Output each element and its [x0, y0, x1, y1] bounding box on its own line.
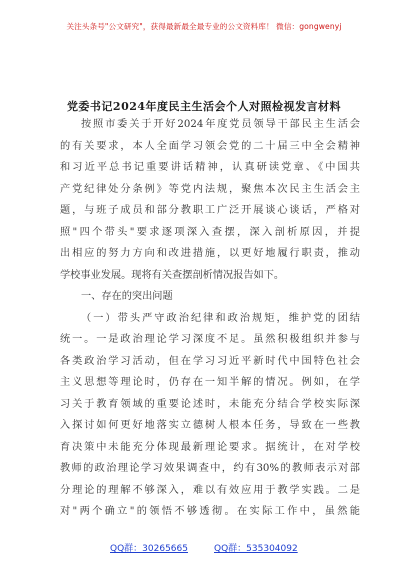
body-line: 分理论的理解不够深入，难以有效应用于教学实践。二是 — [60, 484, 360, 496]
body-line: 习关于教育领域的重要论述时，未能充分结合学校实际深 — [60, 398, 360, 410]
body-line: 主义思想等理论时，仍存在一知半解的情况。例如，在学 — [60, 377, 360, 388]
qq-group-link-2[interactable]: QQ群：535304092 — [214, 544, 298, 554]
body-line: 题，与班子成员和部分教职工广泛开展谈心谈话，严格对 — [60, 205, 360, 216]
body-line: 统一。一是政治理论学习深度不足。虽然积极组织并参与 — [60, 334, 360, 345]
body-line: 对"两个确立"的领悟不够透彻。在实际工作中，虽然能 — [60, 506, 360, 517]
body-line: 入探讨如何更好地落实立德树人根本任务，导致在一些教 — [60, 420, 360, 431]
document-body — [60, 114, 360, 523]
section-heading: 一、存在的突出问题 — [81, 291, 173, 302]
body-line: 教师的政治理论学习效果调查中，约有30%的教师表示对部 — [60, 463, 360, 474]
body-line: 育决策中未能充分体现最新理论要求。据统计，在对学校 — [60, 441, 360, 453]
body-line: 学校事业发展。现将有关查摆剖析情况报告如下。 — [60, 269, 285, 281]
body-line: 的有关要求，本人全面学习领会党的二十届三中全会精神 — [60, 140, 360, 152]
body-line: 产党纪律处分条例》等党内法规，聚焦本次民主生活会主 — [60, 183, 360, 195]
document-title: 党委书记2024年度民主生活会个人对照检视发言材料 — [66, 100, 342, 113]
subsection-heading: （一）带头严守政治纪律和政治规矩，维护党的团结 — [81, 312, 360, 324]
body-line: 照"四个带头"要求逐项深入查摆，深入剖析原因，并提 — [60, 226, 360, 238]
promo-banner[interactable]: 关注头条号"公文研究"，获得最新最全最专业的公文资料库！ 微信：gongwenyj — [66, 22, 342, 31]
body-line: 按照市委关于开好2024年度党员领导干部民主生活会 — [81, 119, 360, 130]
qq-group-link-1[interactable]: QQ群：30265665 — [110, 544, 188, 554]
body-line: 和习近平总书记重要讲话精神，认真研读党章、《中国共 — [60, 162, 360, 173]
body-line: 出相应的努力方向和改进措施，以更好地履行职责，推动 — [60, 248, 360, 259]
body-line: 各类政治学习活动，但在学习习近平新时代中国特色社会 — [60, 355, 360, 367]
